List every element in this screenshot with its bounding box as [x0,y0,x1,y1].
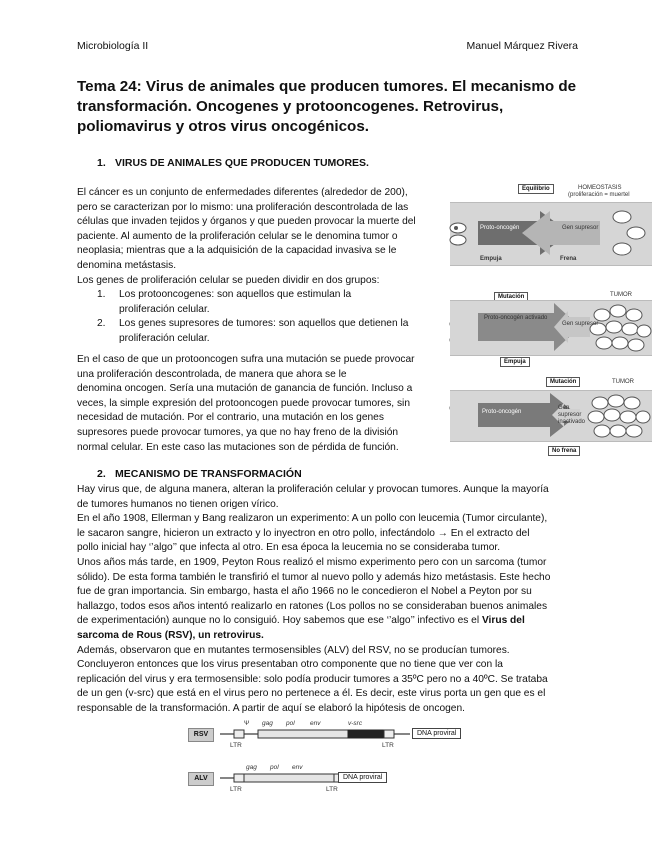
panel-tumor-inactivated [450,390,652,442]
gag-label-2: gag [246,764,257,771]
ltr-label: LTR [230,786,242,793]
mutacion-label: Mutación [494,292,528,302]
homeostasis-label: HOMEOSTASIS [578,185,622,191]
alv-tag: ALV [188,772,214,786]
provirus-gene-map [186,718,466,798]
panel-homeostasis [450,202,652,266]
header-author: Manuel Márquez Rivera [466,40,578,52]
gag-label: gag [262,720,273,727]
gene-groups-list [97,288,442,346]
empuja-label-2: Empuja [500,357,530,367]
psi-label: Ψ [244,720,250,727]
protooncogen-activado-label: Proto-oncogén activado [484,315,548,321]
list-item: 1. Los protooncogenes: son aquellos que estimulan la proliferación celular. [97,289,352,315]
no-frena-label: No frena [548,446,580,456]
section-2-body: Hay virus que, de alguna manera, alteran la proliferación celular y provocan tumores. Aunque la mayoría de tumores humanos no tienen origen vírico. En el año 1908, Ellerman y Bang realizaron un experimento: A un pollo con leucemia (Tumor circulante), le sacaron sangre, hicieron un extracto y lo inyectron en otro pollo, infectándolo → En el extracto del pollo inicial hay ‘’algo’’ que infecta al otro. En esa época la leucemia no se consideraba tumor. Unos años más tarde, en 1909, Peyton Rous realizó el mismo experimento pero con un sarcoma (tumor sólido). De esta forma también le transfirió el tumor al nuevo pollo y además hizo metástasis. Este hecho fue de gran importancia. Sin embargo, hasta el año 1966 no le concedieron el Nobel a Peyton por su hallazgo, todos esos años intentó realizarlo en ratones (Los pollos no se consideraban buenos animales de experimentación) aunque no lo consiguió. Hoy sabemos que ese ‘’algo’’ infectivo es el Virus del sarcoma de Rous (RSV), un retrovirus. Además, observaron que en mutantes termosensibles (ALV) del RSV, no se producían tumores. Concluyeron entonces que los virus presentaban otro componente que no tiene que ver con la replicación del virus y era termosensible: solo podía producir tumores a 35ºC pero no a 40ºC. Se trataba de un gen (v-src) que está en el virus pero no pertenece a él. Es decir, este virus porta un gen que es el responsable de la transformación. A partir de aquí se elaboró la hipótesis de oncogen. [77,484,551,714]
section-1-oncogene-paragraph: En el caso de que un protooncogen sufra una mutación se puede provocar una proliferación descontrolada, de manera que ahora se le denomina oncogen. Sería una mutación de ganancia de función. Incluso a veces, la simple expresión del protooncogen puede provocar tumores, sin necesidad de mutación. Por el contrario, una mutación en los genes supresores puede provocar tumores, ya que no hay freno de la división normal celular. En este caso las mutaciones son de pérdida de función. [77,354,415,453]
empuja-label: Empuja [480,256,502,262]
gen-supresor-label-2: Gen supresor [562,321,599,327]
list-item: 2. Los genes supresores de tumores: son aquellos que detienen la proliferación celular. [97,318,409,344]
oncogene-figure [450,182,652,460]
tumor-label: TUMOR [610,292,632,298]
equilibrio-label: Equilibrio [518,184,554,194]
rsv-tag: RSV [188,728,214,742]
gen-supresor-label: Gen supresor [562,225,599,231]
page-title: Tema 24: Virus de animales que producen tumores. El mecanismo de transformación. Oncogenes y protooncogenes. Retrovirus, poliomavirus y otros virus oncogénicos. [77,78,577,135]
env-label: env [310,720,321,727]
ltr-label: LTR [382,742,394,749]
frena-label: Frena [560,256,577,262]
section-1-heading: VIRUS DE ANIMALES QUE PRODUCEN TUMORES. [115,157,369,169]
section-2-number: 2. [97,468,106,480]
section-2-heading: MECANISMO DE TRANSFORMACIÓN [115,468,302,480]
env-label-2: env [292,764,303,771]
ltr-label: LTR [326,786,338,793]
panel-tumor-activated [450,300,652,356]
protooncogen-label-3: Proto-oncogén [482,409,522,415]
section-1-number: 1. [97,157,106,169]
gen-supresor-inactivado-label: Gen supresor inactivado [558,405,586,425]
provirus-label: DNA proviral [412,728,461,739]
homeostasis-sub: (proliferación = muertel [568,192,630,198]
pol-label-2: pol [270,764,279,771]
provirus-label-2: DNA proviral [338,772,387,783]
section-1-intro: El cáncer es un conjunto de enfermedades diferentes (alrededor de 200), pero se caracterizan por lo mismo: una proliferación descontrolada de las células que invaden tejidos y órganos y que pueden provocar la muerte del paciente. Al aumento de la proliferación celular se le denomina tumor o neoplasia; mientras que a la adquisición de la capacidad invasiva se le denomina metástasis. Los genes de proliferación celular se pueden dividir en dos grupos: [77,187,416,286]
mutacion-label-2: Mutación [546,377,580,387]
protooncogen-label: Proto-oncogén [480,225,520,231]
pol-label: pol [286,720,295,727]
header-course: Microbiología II [77,40,149,52]
vsrc-label: v-src [348,720,363,727]
ltr-label: LTR [230,742,242,749]
tumor-label-2: TUMOR [612,379,634,385]
